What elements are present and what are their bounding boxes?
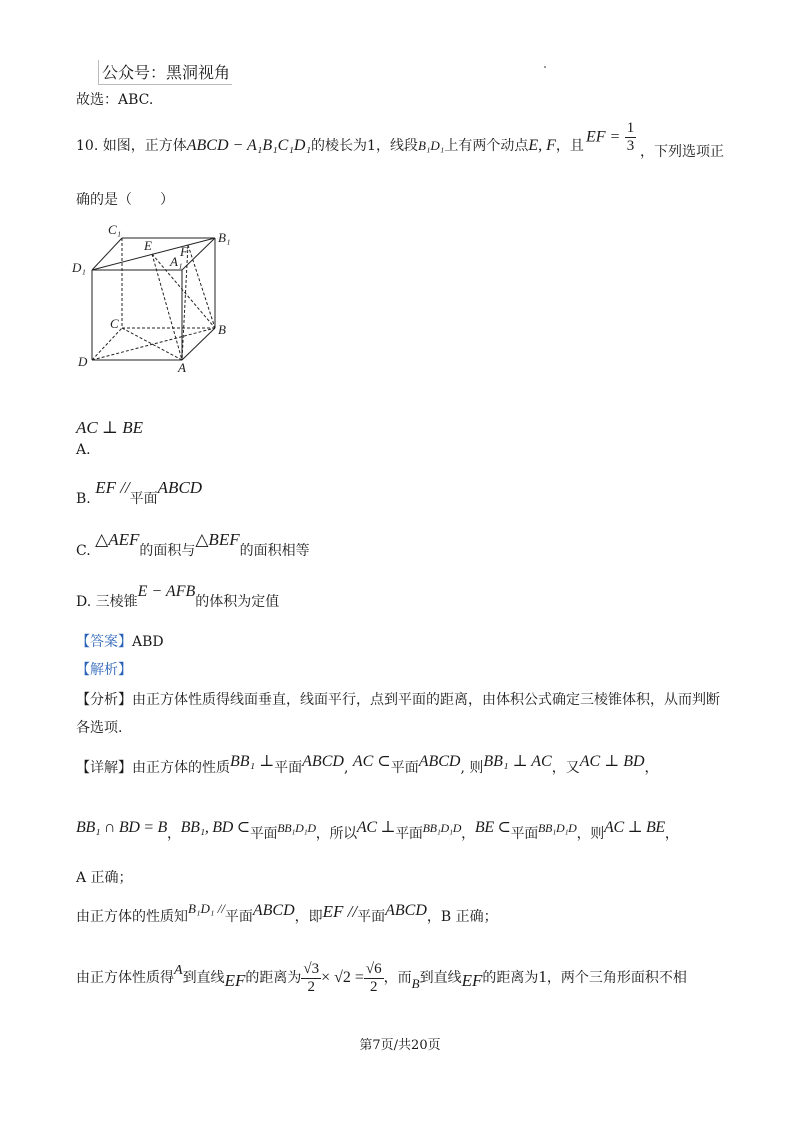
xj2-m7: BB₁D₁D [538,821,577,835]
fraction-sqrt3-over-2: $\frac{√3}{2}$ [303,960,320,995]
xj5-t5: 到直线 [419,970,462,986]
fenxi-line-2: 各选项. [76,720,123,736]
moving-points: E, F [528,137,556,154]
xj5-t7: ，两个三角形面积不相 [546,970,687,986]
xj2-m3: BB₁D₁D [277,821,316,835]
option-c-math1: △AEF [95,530,140,549]
xj2-t4: 平面 [395,826,423,842]
label-b: B [218,322,226,337]
xj2-m5: BB₁D₁D [422,821,462,835]
xj1-m2: ABCD [302,753,344,770]
xj2-t8: ， [664,826,679,842]
watermark: 公众号：黑洞视角 [98,60,232,85]
xiangjie-line-5 [76,952,687,1004]
dot-mark [544,66,546,68]
option-c-text2: 的面积相等 [239,543,310,559]
option-d [76,583,280,612]
xj1-t2: 平面 [274,760,303,776]
xj5-t4: ，而 [383,970,412,986]
xj5-times: × √2 = [321,969,364,986]
cube-figure [70,220,240,380]
question-text-e: ，下列选项正 [640,144,724,160]
fenxi-tag: 【分析】 [76,692,132,708]
xj5-t2: 到直线 [182,970,225,986]
label-e: E [144,238,152,253]
xj1-t1: 由正方体的性质 [132,760,230,776]
analysis-tag: 【解析】 [76,662,132,678]
option-a-math: AC ⊥ BE [76,418,143,437]
label-c1: C₁ [108,222,122,237]
xiangjie-line-3: A 正确； [76,870,133,886]
xj4-m3: EF // [322,902,358,921]
xj5-t3: 的距离为 [245,970,302,986]
label-d1: D₁ [72,260,86,275]
xj2-t2: 平面 [249,826,278,842]
xj5-m5: 1 [538,967,547,986]
xj5-t6: 的距离为 [482,970,539,986]
option-b-math2: ABCD [157,478,203,497]
xj2-t1: ， [166,826,181,842]
question-text-c: 上有两个动点 [444,138,529,154]
fenxi-line-1 [76,690,720,710]
xj4-m2: ABCD [252,902,295,919]
xj4-m1: B₁D₁ // [188,901,225,916]
cube-name: ABCD − A₁B₁C₁D₁ [186,137,312,154]
option-d-label: D. [76,594,92,610]
xj2-t5: ， [461,826,475,842]
answer-line [76,632,164,652]
ef-lhs: EF = [586,128,621,146]
ef-condition [586,120,636,155]
xj2-t3: ，所以 [315,826,357,842]
option-a-label: A. [76,442,91,458]
option-c [76,530,310,561]
xj1-m1: BB₁ ⊥ [230,753,275,770]
option-d-math: E − AFB [137,583,196,600]
previous-answer: 故选：ABC. [76,92,154,108]
xiangjie-line-4 [76,901,498,927]
xj1-t7: ， [644,760,659,776]
label-f: F [180,244,188,259]
xj1-m4: ABCD [418,753,461,770]
xj2-m2: BB₁, BD ⊂ [180,819,250,836]
answer-value: ABD [132,634,164,650]
xj4-t2: 平面 [224,909,253,925]
segment-name: B₁D₁ [417,138,445,153]
xj2-t7: ，则 [576,826,604,842]
xj5-m3: B [411,976,420,991]
xj1-m3: AC ⊂ [352,753,391,770]
fraction-sqrt6-over-2: $\frac{√6}{2}$ [365,960,382,995]
option-c-math2: △BEF [195,530,240,549]
xiangjie-tag: 【详解】 [76,760,132,776]
label-a1: A₁ [170,254,183,269]
label-b1: B₁ [218,230,231,245]
xj5-m2: EF [224,971,246,990]
xj1-t4: 平面 [390,760,419,776]
question-text-a: 如图，正方体 [102,138,187,154]
xj2-m1: BB₁ ∩ BD = B [76,819,167,836]
label-d: D [78,354,88,369]
fraction-one-third: $\frac{1}{3}$ [626,120,635,154]
question-number: 10. [76,138,99,154]
question-text-d: ，且 [555,138,584,154]
xj1-t3: , [343,760,349,776]
option-d-text1: 三棱锥 [95,594,138,610]
xj5-t1: 由正方体性质得 [76,970,174,986]
answer-tag: 【答案】 [76,634,132,650]
xiangjie-line-1 [76,753,659,778]
xj2-t6: 平面 [510,826,539,842]
xj5-m1: A [174,963,183,978]
option-b-math1: EF // [95,478,130,497]
xj1-t6: ，又 [551,760,580,776]
xj4-t5: ，B 正确； [426,909,498,925]
xj4-t1: 由正方体的性质知 [76,909,188,925]
xj2-m8: AC ⊥ BE [603,819,665,836]
xiangjie-line-2 [76,819,679,844]
xj4-t4: 平面 [357,909,386,925]
xj2-m6: BE ⊂ [474,819,511,836]
question-line-1 [76,136,584,156]
option-c-text1: 的面积与 [139,543,196,559]
xj2-m4: AC ⊥ [356,819,396,836]
option-b-label: B. [76,491,91,507]
label-a: A [178,360,186,375]
label-c: C [110,316,119,331]
question-text-b: 的棱长为1，线段 [311,138,418,154]
xj1-m5: BB₁ ⊥ AC [483,753,552,770]
fenxi-text-1: 由正方体性质得线面垂直，线面平行，点到平面的距离，由体积公式确定三棱锥体积，从而判断 [132,692,720,708]
xj4-m4: ABCD [385,902,427,919]
xj5-m4: EF [461,971,483,990]
option-c-label: C. [76,543,91,559]
page-footer: 第7页/共20页 [359,1038,441,1053]
question-line-2: 确的是（ ） [76,192,174,208]
xj4-t3: ，即 [294,909,323,925]
xj1-t5: , 则 [460,760,484,776]
option-b-text: 平面 [129,491,158,507]
option-d-text2: 的体积为定值 [195,594,280,610]
xj1-m6: AC ⊥ BD [579,753,645,770]
option-b [76,478,203,509]
